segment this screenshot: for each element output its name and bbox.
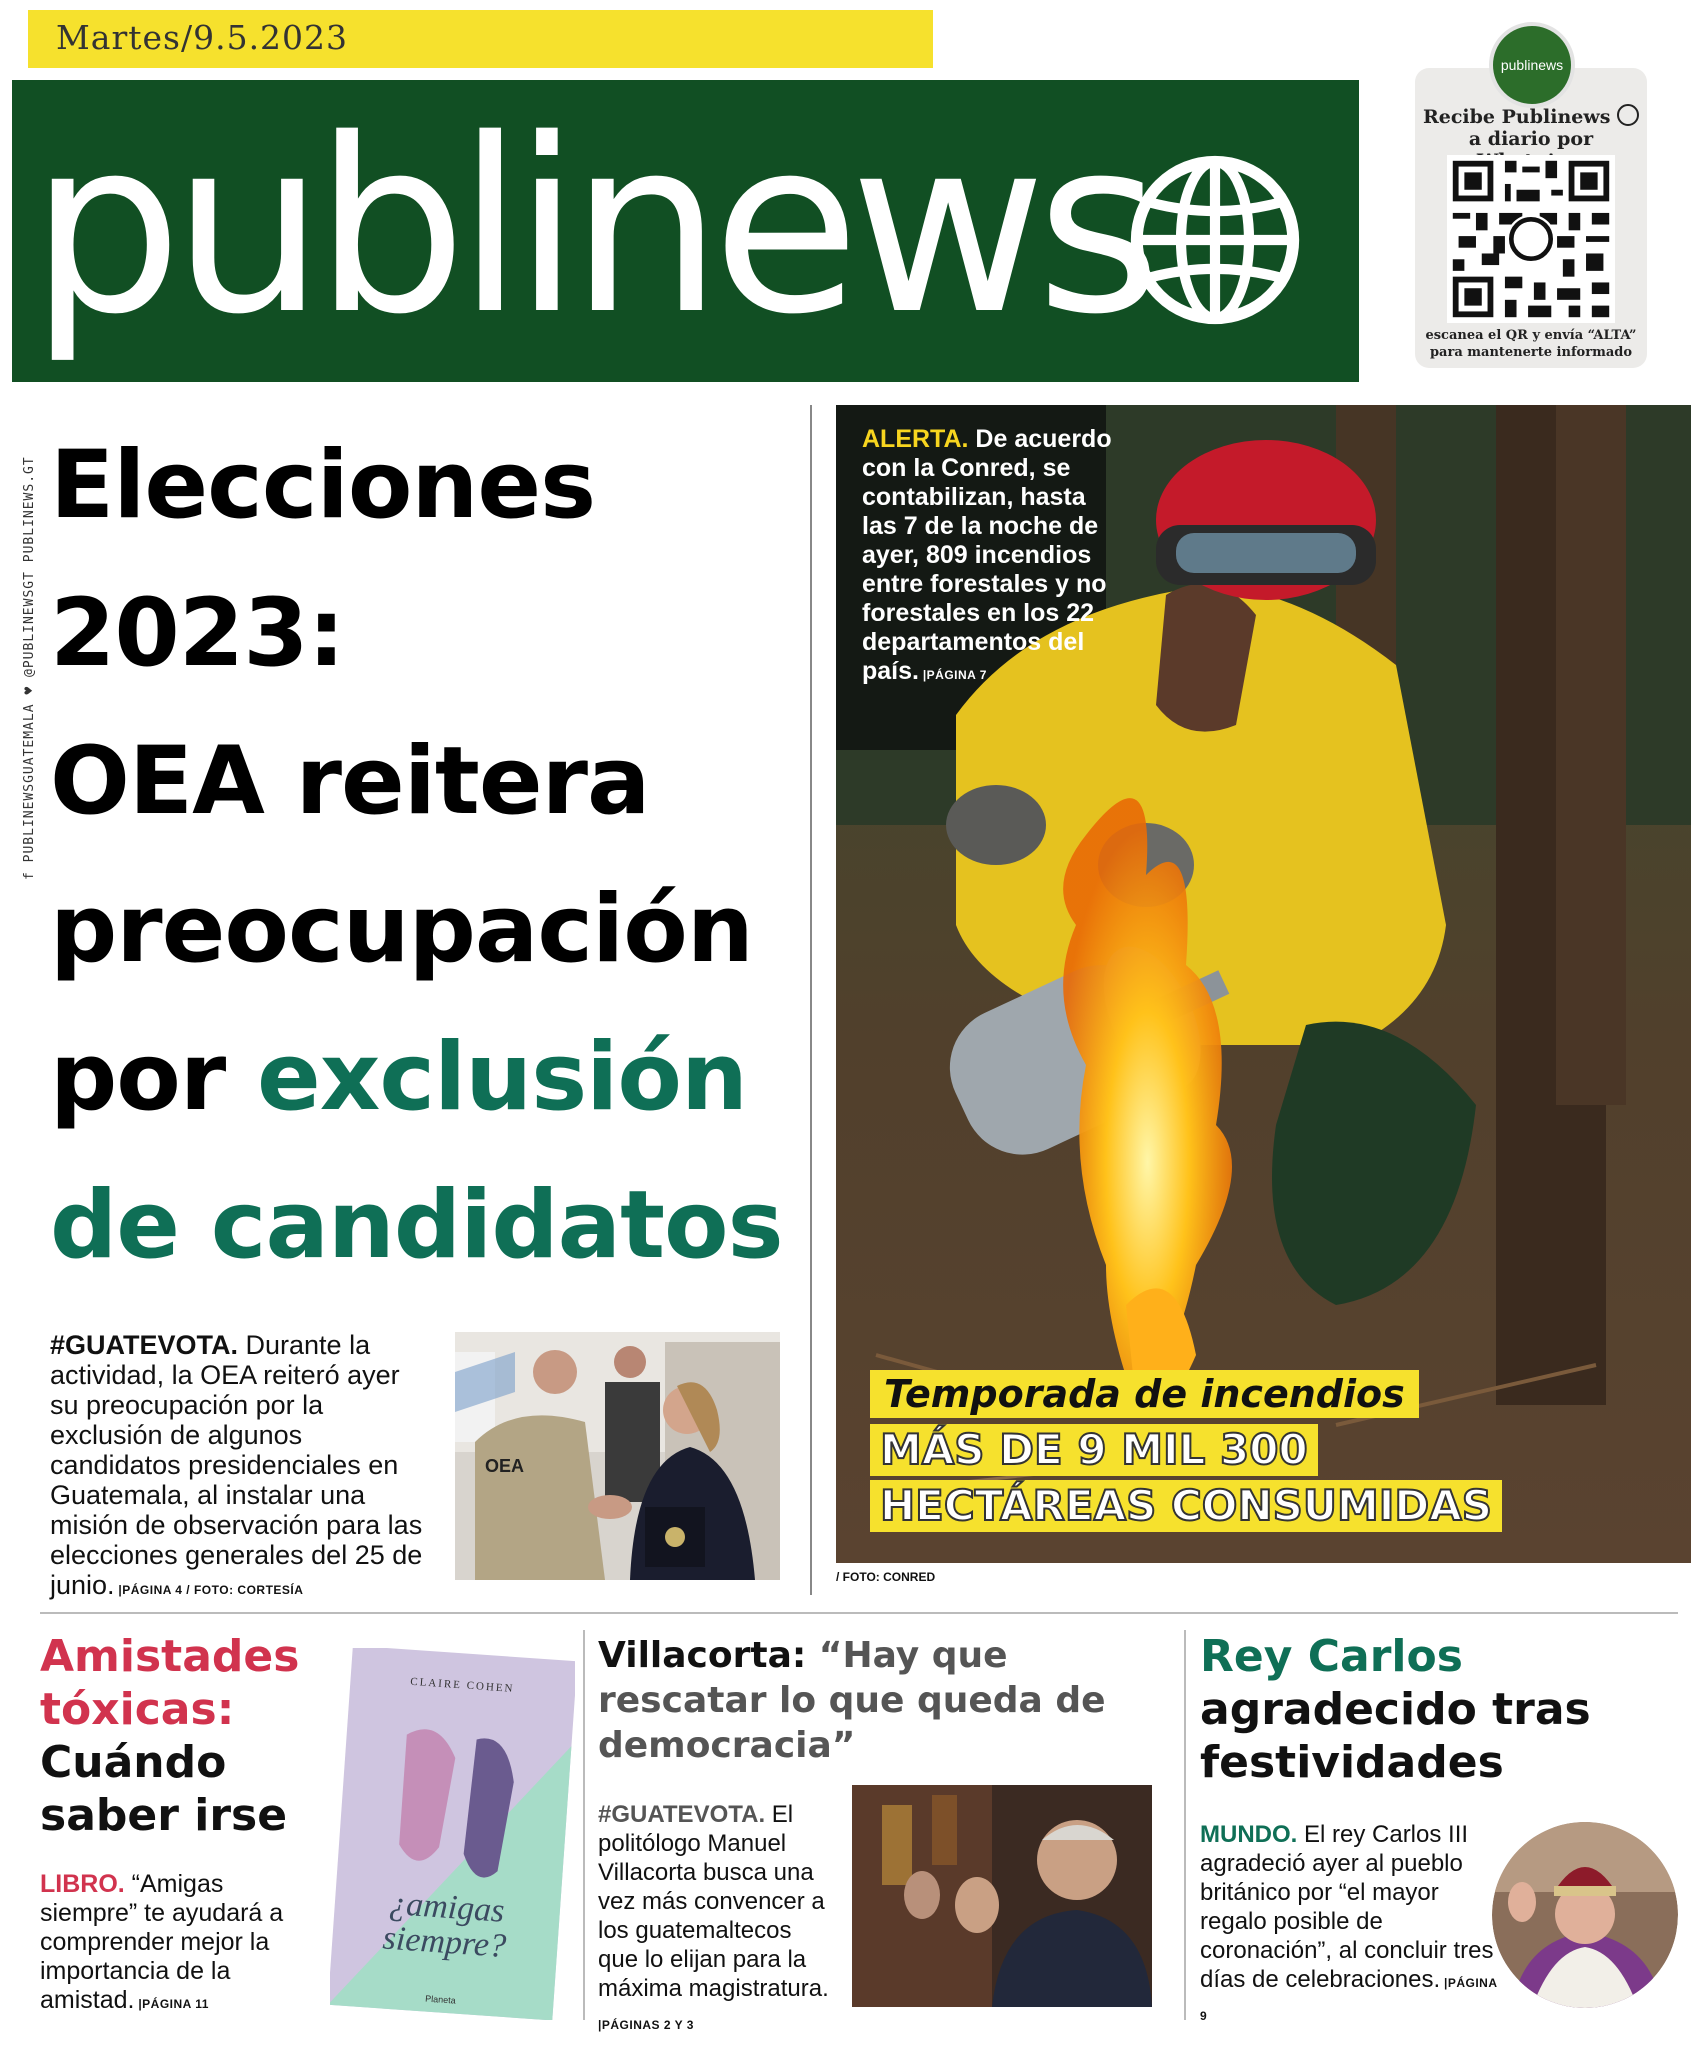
- rey-carlos-summary: MUNDO. El rey Carlos III agradeció ayer al pueblo británico por “el mayor regalo posible de coronación”, al concluir tres días de celebraciones. |PÁGINA 9: [1200, 1821, 1498, 2023]
- qr-instructions: escanea el QR y envía “ALTA” para mantenerte informado: [1425, 328, 1637, 360]
- publinews-badge: publinews: [1489, 22, 1575, 108]
- whatsapp-icon: [1617, 104, 1639, 126]
- social-handles: f PUBLINEWSGUATEMALA ♥ @PUBLINEWSGT PUBLINEWS.GT: [22, 456, 37, 880]
- headline-line: 2023:: [50, 579, 345, 688]
- svg-text:¿amigas: ¿amigas: [388, 1884, 506, 1930]
- issue-date: Martes/9.5.2023: [56, 18, 349, 57]
- villacorta-summary: #GUATEVOTA. El politólogo Manuel Villacorta busca una vez más convencer a los guatemaltecos que lo elijan para la máxima magistratura. |PÁGINAS 2 Y 3: [598, 1801, 829, 2032]
- lead-summary: #GUATEVOTA. Durante la actividad, la OEA reiteró ayer su preocupación por la exclusión de algunos candidatos presidenciales en Guatemala, al instalar una misión de observación para las elecciones generales del 25 de junio. |PÁGINA 4 / FOTO: CORTESÍA: [50, 1330, 423, 1600]
- svg-text:CLAIRE COHEN: CLAIRE COHEN: [409, 1675, 515, 1695]
- fire-banner-line: MÁS DE 9 MIL 300: [870, 1424, 1318, 1476]
- headline-line: Elecciones: [50, 431, 596, 540]
- fire-banner-line: HECTÁREAS CONSUMIDAS: [870, 1480, 1502, 1532]
- headline-line: Rey Carlos: [1200, 1631, 1463, 1682]
- headline-line: de candidatos: [50, 1171, 783, 1280]
- headline-line: preocupación: [50, 875, 753, 984]
- book-cover: [330, 1648, 575, 2020]
- svg-text:siempre?: siempre?: [381, 1919, 508, 1965]
- headline-line: saber irse: [40, 1790, 288, 1841]
- column-divider: [1184, 1630, 1186, 2020]
- headline-line: Cuándo: [40, 1737, 227, 1788]
- amistades-summary: LIBRO. “Amigas siempre” te ayudará a comprender mejor la importancia de la amistad. |PÁGINA 11: [40, 1870, 284, 2014]
- headline-line: por exclusión: [50, 1023, 747, 1132]
- fire-banner-title[interactable]: Temporada de incendios: [870, 1370, 1419, 1418]
- column-divider: [583, 1630, 585, 2020]
- fire-caption: ALERTA. De acuerdo con la Conred, se contabilizan, hasta las 7 de la noche de ayer, 809 incendios entre forestales y no forestales en los 22 departamentos del país. |PÁGINA 7: [862, 425, 1112, 685]
- villacorta-photo: [852, 1785, 1152, 2007]
- oea-handshake-photo: [455, 1332, 780, 1580]
- headline-line: agradecido tras festividades: [1200, 1684, 1591, 1788]
- headline-line: Amistades: [40, 1631, 300, 1682]
- king-charles-photo: [1492, 1822, 1678, 2008]
- column-divider: [810, 405, 812, 1595]
- headline-line: OEA reitera: [50, 727, 650, 836]
- svg-text:OEA: OEA: [485, 1456, 525, 1476]
- publinews-logo: publinews: [30, 87, 1152, 367]
- villacorta-headline[interactable]: Villacorta: “Hay que rescatar lo que queda de democracia”: [598, 1635, 1106, 1766]
- rey-carlos-headline[interactable]: [1200, 1630, 1680, 1789]
- section-divider: [40, 1612, 1678, 1614]
- globe-icon: [1130, 155, 1300, 325]
- amistades-headline[interactable]: [40, 1630, 340, 1842]
- lead-headline[interactable]: [50, 412, 820, 1300]
- headline-line: tóxicas:: [40, 1684, 235, 1735]
- photo-credit: / FOTO: CONRED: [836, 1570, 936, 1584]
- date-bar: [28, 10, 933, 68]
- svg-text:Planeta: Planeta: [424, 1993, 456, 2006]
- qr-code-icon[interactable]: [1447, 155, 1615, 323]
- whatsapp-promo-title: Recibe Publinews a diario por: [1415, 104, 1647, 172]
